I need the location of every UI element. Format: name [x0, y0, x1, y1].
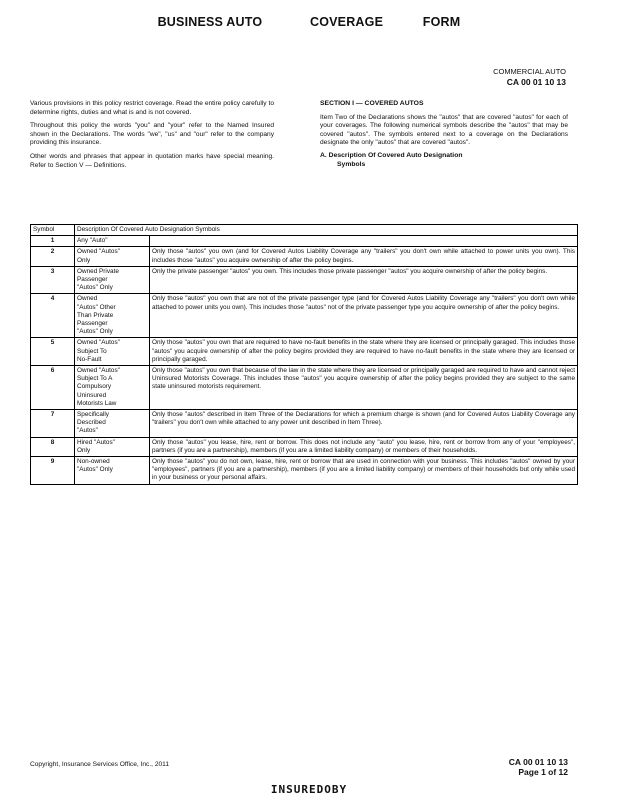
- symbol-cell: 7: [31, 410, 75, 438]
- page-footer: [509, 757, 568, 777]
- explanation-cell: Only those "autos" described in Item Three of the Declarations for which a premium charge is shown (and for Covered Autos Liability Coverage any "trailers" you don't own while attached to any power unit described in Item Three).: [150, 410, 578, 438]
- table-header-row: [31, 225, 578, 236]
- table-row: [31, 437, 578, 456]
- footer-form-number: CA 00 01 10 13: [508, 757, 568, 767]
- explanation-cell: Only the private passenger "autos" you own. This includes those private passenger "autos" you acquire ownership of after the policy begins.: [150, 266, 578, 294]
- description-cell: Owned "Autos" Only: [75, 247, 150, 266]
- table-row: [31, 410, 578, 438]
- section-heading: SECTION I — COVERED AUTOS: [320, 100, 424, 107]
- title-part-business-auto: BUSINESS AUTO: [157, 15, 263, 29]
- symbol-cell: 4: [31, 294, 75, 338]
- symbol-cell: 5: [31, 338, 75, 366]
- description-cell: Owned "Autos" Other Than Private Passenger "Autos" Only: [75, 294, 150, 338]
- table-row: [31, 457, 578, 485]
- intro-paragraph: Various provisions in this policy restrict coverage. Read the entire policy carefully to determine rights, duties and what is and is not covered.: [30, 100, 274, 116]
- table-row: [31, 236, 578, 247]
- symbol-cell: 1: [31, 236, 75, 247]
- description-cell: Owned "Autos" Subject To A Compulsory Uninsured Motorists Law: [75, 366, 150, 410]
- covered-auto-symbols-table: [30, 224, 578, 485]
- subsection-heading: [320, 152, 568, 169]
- explanation-cell: [150, 236, 578, 247]
- symbol-cell: 3: [31, 266, 75, 294]
- table-header-cell: Description Of Covered Auto Designation Symbols: [75, 225, 578, 236]
- symbol-cell: 6: [31, 366, 75, 410]
- table-row: [31, 247, 578, 266]
- form-identifier: [493, 67, 566, 87]
- title-part-coverage: COVERAGE: [309, 15, 384, 29]
- watermark: INSUREDOBY: [270, 783, 348, 796]
- intro-paragraph: Other words and phrases that appear in quotation marks have special meaning. Refer to Section V — Definitions.: [30, 152, 274, 169]
- page-number: Page 1 of 12: [518, 767, 568, 777]
- explanation-cell: Only those "autos" you own that are not of the private passenger type (and for Covered Autos Liability Coverage any "trailers" you don't own while attached to power units you own). This includes those "autos" not of the private passenger type you acquire ownership of after the policy begins.: [150, 294, 578, 338]
- explanation-cell: Only those "autos" you do not own, lease, hire, rent or borrow that are used in connection with your business. This includes "autos" owned by your "employees", partners (if you are a partnership), members (if you are a limited liability company) or members of their households but only while used in your business or your personal affairs.: [150, 457, 578, 485]
- description-cell: Owned "Autos" Subject To No-Fault: [75, 338, 150, 366]
- description-cell: Specifically Described "Autos": [75, 410, 150, 438]
- explanation-cell: Only those "autos" you lease, hire, rent or borrow. This does not include any "auto" you lease, hire, rent or borrow from any of your "employees", partners (if you are a partnership), members (if you are a limited liability company) or members of their households.: [150, 437, 578, 456]
- symbol-cell: 2: [31, 247, 75, 266]
- section-one-column: [320, 100, 568, 173]
- symbol-cell: 8: [31, 437, 75, 456]
- intro-paragraph: Throughout this policy the words "you" and "your" refer to the Named Insured shown in the Declarations. The words "we", "us" and "our" refer to the company providing this insurance.: [30, 122, 274, 147]
- title-part-form: FORM: [422, 15, 461, 29]
- table-header-cell: Symbol: [31, 225, 75, 236]
- intro-column: [30, 100, 274, 175]
- explanation-cell: Only those "autos" you own that are required to have no-fault benefits in the state where they are licensed or principally garaged. This includes those "autos" you acquire ownership of after the policy begins provided they are required to have no-fault benefits in the state where they are licensed or principally garaged.: [150, 338, 578, 366]
- section-paragraph: Item Two of the Declarations shows the "autos" that are covered "autos" for each of your coverages. The following numerical symbols describe the "autos" that may be covered "autos". The symbols entered next to a coverage on the Declarations designate the only "autos" that are covered "autos".: [320, 113, 568, 147]
- description-cell: Owned Private Passenger "Autos" Only: [75, 266, 150, 294]
- table-row: [31, 266, 578, 294]
- explanation-cell: Only those "autos" you own that because of the law in the state where they are licensed or principally garaged are required to have and cannot reject Uninsured Motorists Coverage. This includes those "autos" you acquire ownership of after the policy begins provided they are subject to the same state uninsured motorists requirement.: [150, 366, 578, 410]
- subsection-heading-line: A. Description Of Covered Auto Designation: [320, 151, 463, 159]
- symbol-cell: 9: [31, 457, 75, 485]
- description-cell: Any "Auto": [75, 236, 150, 247]
- explanation-cell: Only those "autos" you own (and for Covered Autos Liability Coverage any "trailers" you don't own while attached to power units you own). This includes those "autos" you acquire ownership of after the policy begins.: [150, 247, 578, 266]
- description-cell: Non-owned "Autos" Only: [75, 457, 150, 485]
- form-line: COMMERCIAL AUTO: [493, 67, 566, 76]
- form-number: CA 00 01 10 13: [506, 77, 566, 87]
- copyright-notice: Copyright, Insurance Services Office, Inc., 2011: [30, 761, 170, 768]
- table-row: [31, 366, 578, 410]
- table-row: [31, 294, 578, 338]
- table-row: [31, 338, 578, 366]
- description-cell: Hired "Autos" Only: [75, 437, 150, 456]
- document-title: [0, 15, 618, 29]
- subsection-heading-line: Symbols: [337, 160, 366, 168]
